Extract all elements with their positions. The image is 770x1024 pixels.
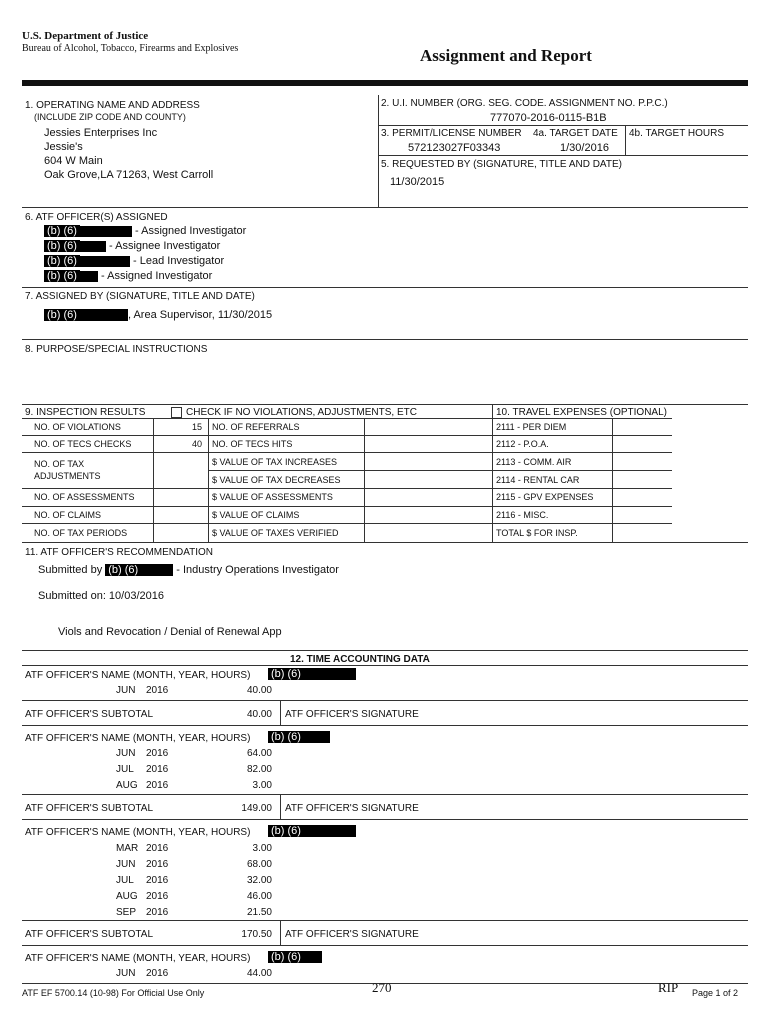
- page-stamp: 270: [372, 980, 392, 995]
- operating-name-label: 1. OPERATING NAME AND ADDRESS: [25, 100, 200, 111]
- officer-name: [268, 951, 322, 963]
- officer-subtotal-label: ATF OFFICER'S SUBTOTAL: [25, 803, 154, 814]
- recommendation-label: 11. ATF OFFICER'S RECOMMENDATION: [25, 547, 214, 558]
- tecs-checks-label: NO. OF TECS CHECKS: [34, 439, 132, 449]
- travel-row: 2115 - GPV EXPENSES: [496, 492, 594, 502]
- tax-periods-label: NO. OF TAX PERIODS: [34, 528, 128, 538]
- time-hours: 64.00: [246, 748, 272, 759]
- header-divider: [22, 80, 748, 86]
- purpose-label: 8. PURPOSE/SPECIAL INSTRUCTIONS: [25, 344, 208, 355]
- department-name: U.S. Department of Justice: [22, 30, 149, 42]
- officer-signature-label: ATF OFFICER'S SIGNATURE: [285, 803, 419, 814]
- recommendation-text: Viols and Revocation / Denial of Renewal App: [58, 626, 282, 638]
- redaction: (b) (6): [44, 309, 80, 321]
- time-month: AUG: [116, 891, 138, 902]
- travel-total: TOTAL $ FOR INSP.: [496, 528, 578, 538]
- assigned-officer: (b) (6) - Assignee Investigator: [44, 240, 220, 252]
- tecs-checks-value: 40: [191, 439, 202, 449]
- initials-stamp: RIP: [658, 980, 679, 995]
- permit-number-label: 3. PERMIT/LICENSE NUMBER: [381, 128, 522, 139]
- requested-by-label: 5. REQUESTED BY (SIGNATURE, TITLE AND DATE): [381, 159, 622, 170]
- requested-by-value: 11/30/2015: [390, 176, 445, 188]
- time-year: 2016: [146, 843, 169, 854]
- tax-increases-label: $ VALUE OF TAX INCREASES: [212, 457, 338, 467]
- bureau-name: Bureau of Alcohol, Tobacco, Firearms and Explosives: [22, 43, 239, 54]
- address-line: Oak Grove,LA 71263, West Carroll: [44, 169, 214, 181]
- officer-name-label: ATF OFFICER'S NAME (MONTH, YEAR, HOURS): [25, 827, 251, 838]
- form-title: Assignment and Report: [420, 46, 592, 65]
- assigned-officer: (b) (6) - Lead Investigator: [44, 255, 224, 267]
- redaction: (b) (6): [44, 255, 80, 267]
- redaction: (b) (6): [268, 668, 304, 680]
- officer-name-label: ATF OFFICER'S NAME (MONTH, YEAR, HOURS): [25, 670, 251, 681]
- officer-name: [268, 731, 330, 743]
- time-hours: 44.00: [246, 968, 272, 979]
- referrals-label: NO. OF REFERRALS: [212, 422, 300, 432]
- time-year: 2016: [146, 748, 169, 759]
- assigned-officer: (b) (6) - Assigned Investigator: [44, 225, 246, 237]
- officer-subtotal-label: ATF OFFICER'S SUBTOTAL: [25, 709, 154, 720]
- travel-row: 2113 - COMM. AIR: [496, 457, 572, 467]
- officer-signature-label: ATF OFFICER'S SIGNATURE: [285, 709, 419, 720]
- time-month: JUN: [116, 685, 136, 696]
- operating-name-sublabel: (INCLUDE ZIP CODE AND COUNTY): [34, 112, 186, 122]
- officer-name: [268, 668, 356, 680]
- no-violations-check-label: CHECK IF NO VIOLATIONS, ADJUSTMENTS, ETC: [186, 407, 417, 418]
- officer-subtotal: 149.00: [241, 803, 272, 814]
- inspection-results-label: 9. INSPECTION RESULTS: [25, 407, 146, 418]
- time-hours: 68.00: [246, 859, 272, 870]
- assigned-by-label: 7. ASSIGNED BY (SIGNATURE, TITLE AND DATE): [25, 291, 255, 302]
- address-line: Jessie's: [44, 141, 83, 153]
- travel-expenses-label: 10. TRAVEL EXPENSES (OPTIONAL): [496, 407, 667, 418]
- tax-decreases-label: $ VALUE OF TAX DECREASES: [212, 475, 341, 485]
- time-hours: 21.50: [246, 907, 272, 918]
- address-line: 604 W Main: [44, 155, 103, 167]
- time-hours: 32.00: [246, 875, 272, 886]
- value-assessments-label: $ VALUE OF ASSESSMENTS: [212, 492, 333, 502]
- time-year: 2016: [146, 968, 169, 979]
- time-hours: 82.00: [246, 764, 272, 775]
- submitted-on: Submitted on: 10/03/2016: [38, 590, 164, 602]
- time-year: 2016: [146, 685, 169, 696]
- time-hours: 3.00: [252, 780, 272, 791]
- permit-number-value: 572123027F03343: [408, 142, 501, 154]
- target-date-value: 1/30/2016: [560, 142, 609, 154]
- redaction: (b) (6): [268, 731, 304, 743]
- travel-row: 2112 - P.O.A.: [496, 439, 549, 449]
- tax-adjustments-label: NO. OF TAX ADJUSTMENTS: [34, 459, 101, 481]
- time-month: MAR: [116, 843, 139, 854]
- submitted-by: Submitted by (b) (6) - Industry Operations Investigator: [38, 564, 339, 576]
- time-accounting-label: 12. TIME ACCOUNTING DATA: [290, 654, 430, 665]
- time-hours: 40.00: [246, 685, 272, 696]
- target-hours-label: 4b. TARGET HOURS: [629, 128, 725, 139]
- claims-label: NO. OF CLAIMS: [34, 510, 102, 520]
- time-month: JUN: [116, 859, 136, 870]
- target-date-label: 4a. TARGET DATE: [533, 128, 618, 139]
- violations-value: 15: [191, 422, 202, 432]
- time-hours: 46.00: [246, 891, 272, 902]
- time-year: 2016: [146, 907, 169, 918]
- time-month: SEP: [116, 907, 137, 918]
- tecs-hits-label: NO. OF TECS HITS: [212, 439, 293, 449]
- time-month: AUG: [116, 780, 138, 791]
- violations-label: NO. OF VIOLATIONS: [34, 422, 121, 432]
- time-month: JUN: [116, 968, 136, 979]
- travel-row: 2114 - RENTAL CAR: [496, 475, 580, 485]
- officers-assigned-label: 6. ATF OFFICER(S) ASSIGNED: [25, 212, 168, 223]
- redaction: (b) (6): [44, 240, 80, 252]
- officer-name-label: ATF OFFICER'S NAME (MONTH, YEAR, HOURS): [25, 733, 251, 744]
- time-year: 2016: [146, 780, 169, 791]
- time-hours: 3.00: [252, 843, 272, 854]
- redaction: (b) (6): [44, 225, 80, 237]
- time-month: JUN: [116, 748, 136, 759]
- value-claims-label: $ VALUE OF CLAIMS: [212, 510, 300, 520]
- officer-subtotal: 40.00: [246, 709, 272, 720]
- officer-name: [268, 825, 356, 837]
- officer-name-label: ATF OFFICER'S NAME (MONTH, YEAR, HOURS): [25, 953, 251, 964]
- redaction: (b) (6): [105, 564, 141, 576]
- assigned-officer: (b) (6) - Assigned Investigator: [44, 270, 212, 282]
- time-month: JUL: [116, 764, 134, 775]
- time-year: 2016: [146, 859, 169, 870]
- officer-subtotal: 170.50: [241, 929, 272, 940]
- redaction: (b) (6): [268, 951, 304, 963]
- time-year: 2016: [146, 764, 169, 775]
- travel-row: 2111 - PER DIEM: [496, 422, 567, 432]
- assessments-label: NO. OF ASSESSMENTS: [34, 492, 135, 502]
- ui-number-value: 777070-2016-0115-B1B: [490, 112, 607, 124]
- redaction: (b) (6): [268, 825, 304, 837]
- form-number: ATF EF 5700.14 (10-98) For Official Use Only: [22, 988, 205, 998]
- time-year: 2016: [146, 875, 169, 886]
- assigned-by-value: (b) (6) , Area Supervisor, 11/30/2015: [44, 309, 272, 321]
- officer-subtotal-label: ATF OFFICER'S SUBTOTAL: [25, 929, 154, 940]
- time-month: JUL: [116, 875, 134, 886]
- travel-row: 2116 - MISC.: [496, 510, 549, 520]
- time-year: 2016: [146, 891, 169, 902]
- no-violations-checkbox[interactable]: [171, 407, 182, 418]
- officer-signature-label: ATF OFFICER'S SIGNATURE: [285, 929, 419, 940]
- redaction: (b) (6): [44, 270, 80, 282]
- address-line: Jessies Enterprises Inc: [44, 127, 158, 139]
- page-number: Page 1 of 2: [692, 988, 739, 998]
- taxes-verified-label: $ VALUE OF TAXES VERIFIED: [212, 528, 339, 538]
- ui-number-label: 2. U.I. NUMBER (ORG. SEG. CODE. ASSIGNMENT NO. P.P.C.): [381, 98, 668, 109]
